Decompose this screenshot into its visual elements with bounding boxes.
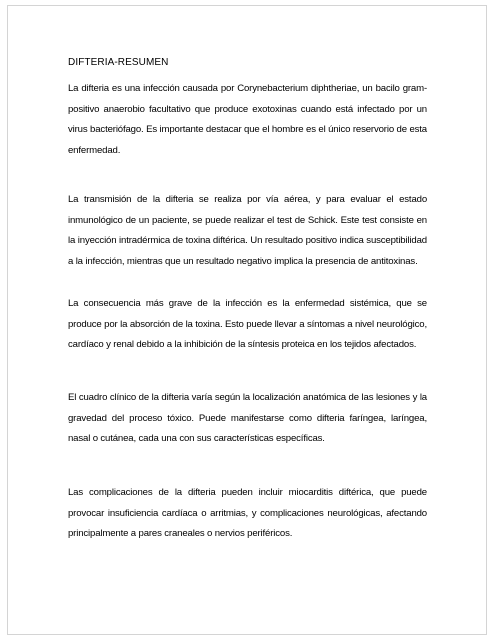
paragraph-transmission: La transmisión de la difteria se realiza por vía aérea, y para evaluar el estado inmunológico de un paciente, se puede realizar el test de Schick. Este test consiste en la inyección intradérmica de toxina diftérica. Un resultado positivo indica susceptibilidad a la infección, mientras que un resultado negativo implica la presencia de antitoxinas. — [68, 194, 427, 267]
paragraph-definition: La difteria es una infección causada por Corynebacterium diphtheriae, un bacilo gram-positivo anaerobio facultativo que produce exotoxinas cuando está infectado por un virus bacteriófago. Es importante destacar que el hombre es el único reservorio de esta enfermedad. — [68, 83, 427, 156]
document-title: DIFTERIA-RESUMEN — [68, 57, 169, 68]
paragraph-clinical-picture: El cuadro clínico de la difteria varía según la localización anatómica de las lesiones y la gravedad del proceso tóxico. Puede manifestarse como difteria faríngea, laríngea, nasal o cutánea, cada una con sus características específicas. — [68, 392, 427, 445]
paragraph-complications: Las complicaciones de la difteria pueden incluir miocarditis diftérica, que puede provocar insuficiencia cardíaca o arritmias, y complicaciones neurológicas, afectando principalmente a pares craneales o nervios periféricos. — [68, 487, 427, 540]
paragraph-systemic-disease: La consecuencia más grave de la infección es la enfermedad sistémica, que se produce por la absorción de la toxina. Esto puede llevar a síntomas a nivel neurológico, cardíaco y renal debido a la inhibición de la síntesis proteica en los tejidos afectados. — [68, 298, 427, 351]
